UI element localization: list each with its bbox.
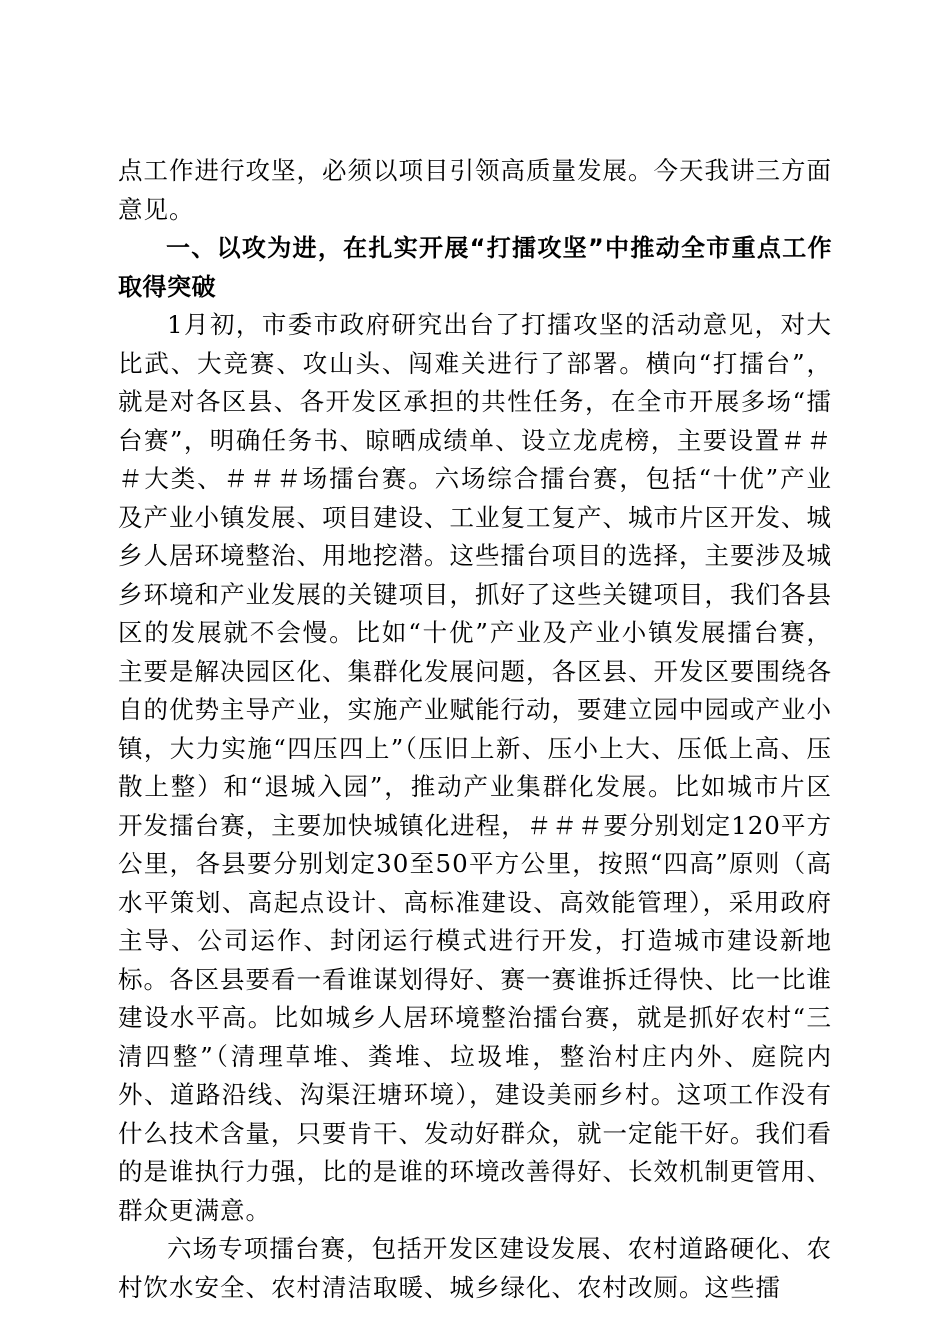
document-body bbox=[118, 152, 832, 1307]
paragraph-special-contests: 六场专项擂台赛，包括开发区建设发展、农村道路硬化、农村饮水安全、农村清洁取暖、城乡绿化、农村改厕。这些擂 bbox=[118, 1234, 832, 1302]
paragraph-continued-intro: 点工作进行攻坚，必须以项目引领高质量发展。今天我讲三方面意见。 bbox=[118, 156, 832, 224]
section-heading-1: 一、以攻为进，在扎实开展“打擂攻坚”中推动全市重点工作取得突破 bbox=[118, 234, 832, 301]
paragraph-dalei-campaign: 1月初，市委市政府研究出台了打擂攻坚的活动意见，对大比武、大竞赛、攻山头、闯难关进行了部署。横向“打擂台”，就是对各区县、各开发区承担的共性任务，在全市开展多场“擂台赛”，明确任务书、晾晒成绩单、设立龙虎榜，主要设置＃＃＃大类、＃＃＃场擂台赛。六场综合擂台赛，包括“十优”产业及产业小镇发展、项目建设、工业复工复产、城市片区开发、城乡人居环境整治、用地挖潜。这些擂台项目的选择，主要涉及城乡环境和产业发展的关键项目，抓好了这些关键项目，我们各县区的发展就不会慢。比如“十优”产业及产业小镇发展擂台赛，主要是解决园区化、集群化发展问题，各区县、开发区要围绕各自的优势主导产业，实施产业赋能行动，要建立园中园或产业小镇，大力实施“四压四上”（压旧上新、压小上大、压低上高、压散上整）和“退城入园”，推动产业集群化发展。比如城市片区开发擂台赛，主要加快城镇化进程，＃＃＃要分别划定120平方公里，各县要分别划定30至50平方公里，按照“四高”原则（高水平策划、高起点设计、高标准建设、高效能管理），采用政府主导、公司运作、封闭运行模式进行开发，打造城市建设新地标。各区县要看一看谁谋划得好、赛一赛谁拆迁得快、比一比谁建设水平高。比如城乡人居环境整治擂台赛，就是抓好农村“三清四整”（清理草堆、粪堆、垃圾堆，整治村庄内外、庭院内外、道路沿线、沟渠汪塘环境），建设美丽乡村。这项工作没有什么技术含量，只要肯干、发动好群众，就一定能干好。我们看的是谁执行力强，比的是谁的环境改善得好、长效机制更管用、群众更满意。 bbox=[118, 310, 832, 1225]
